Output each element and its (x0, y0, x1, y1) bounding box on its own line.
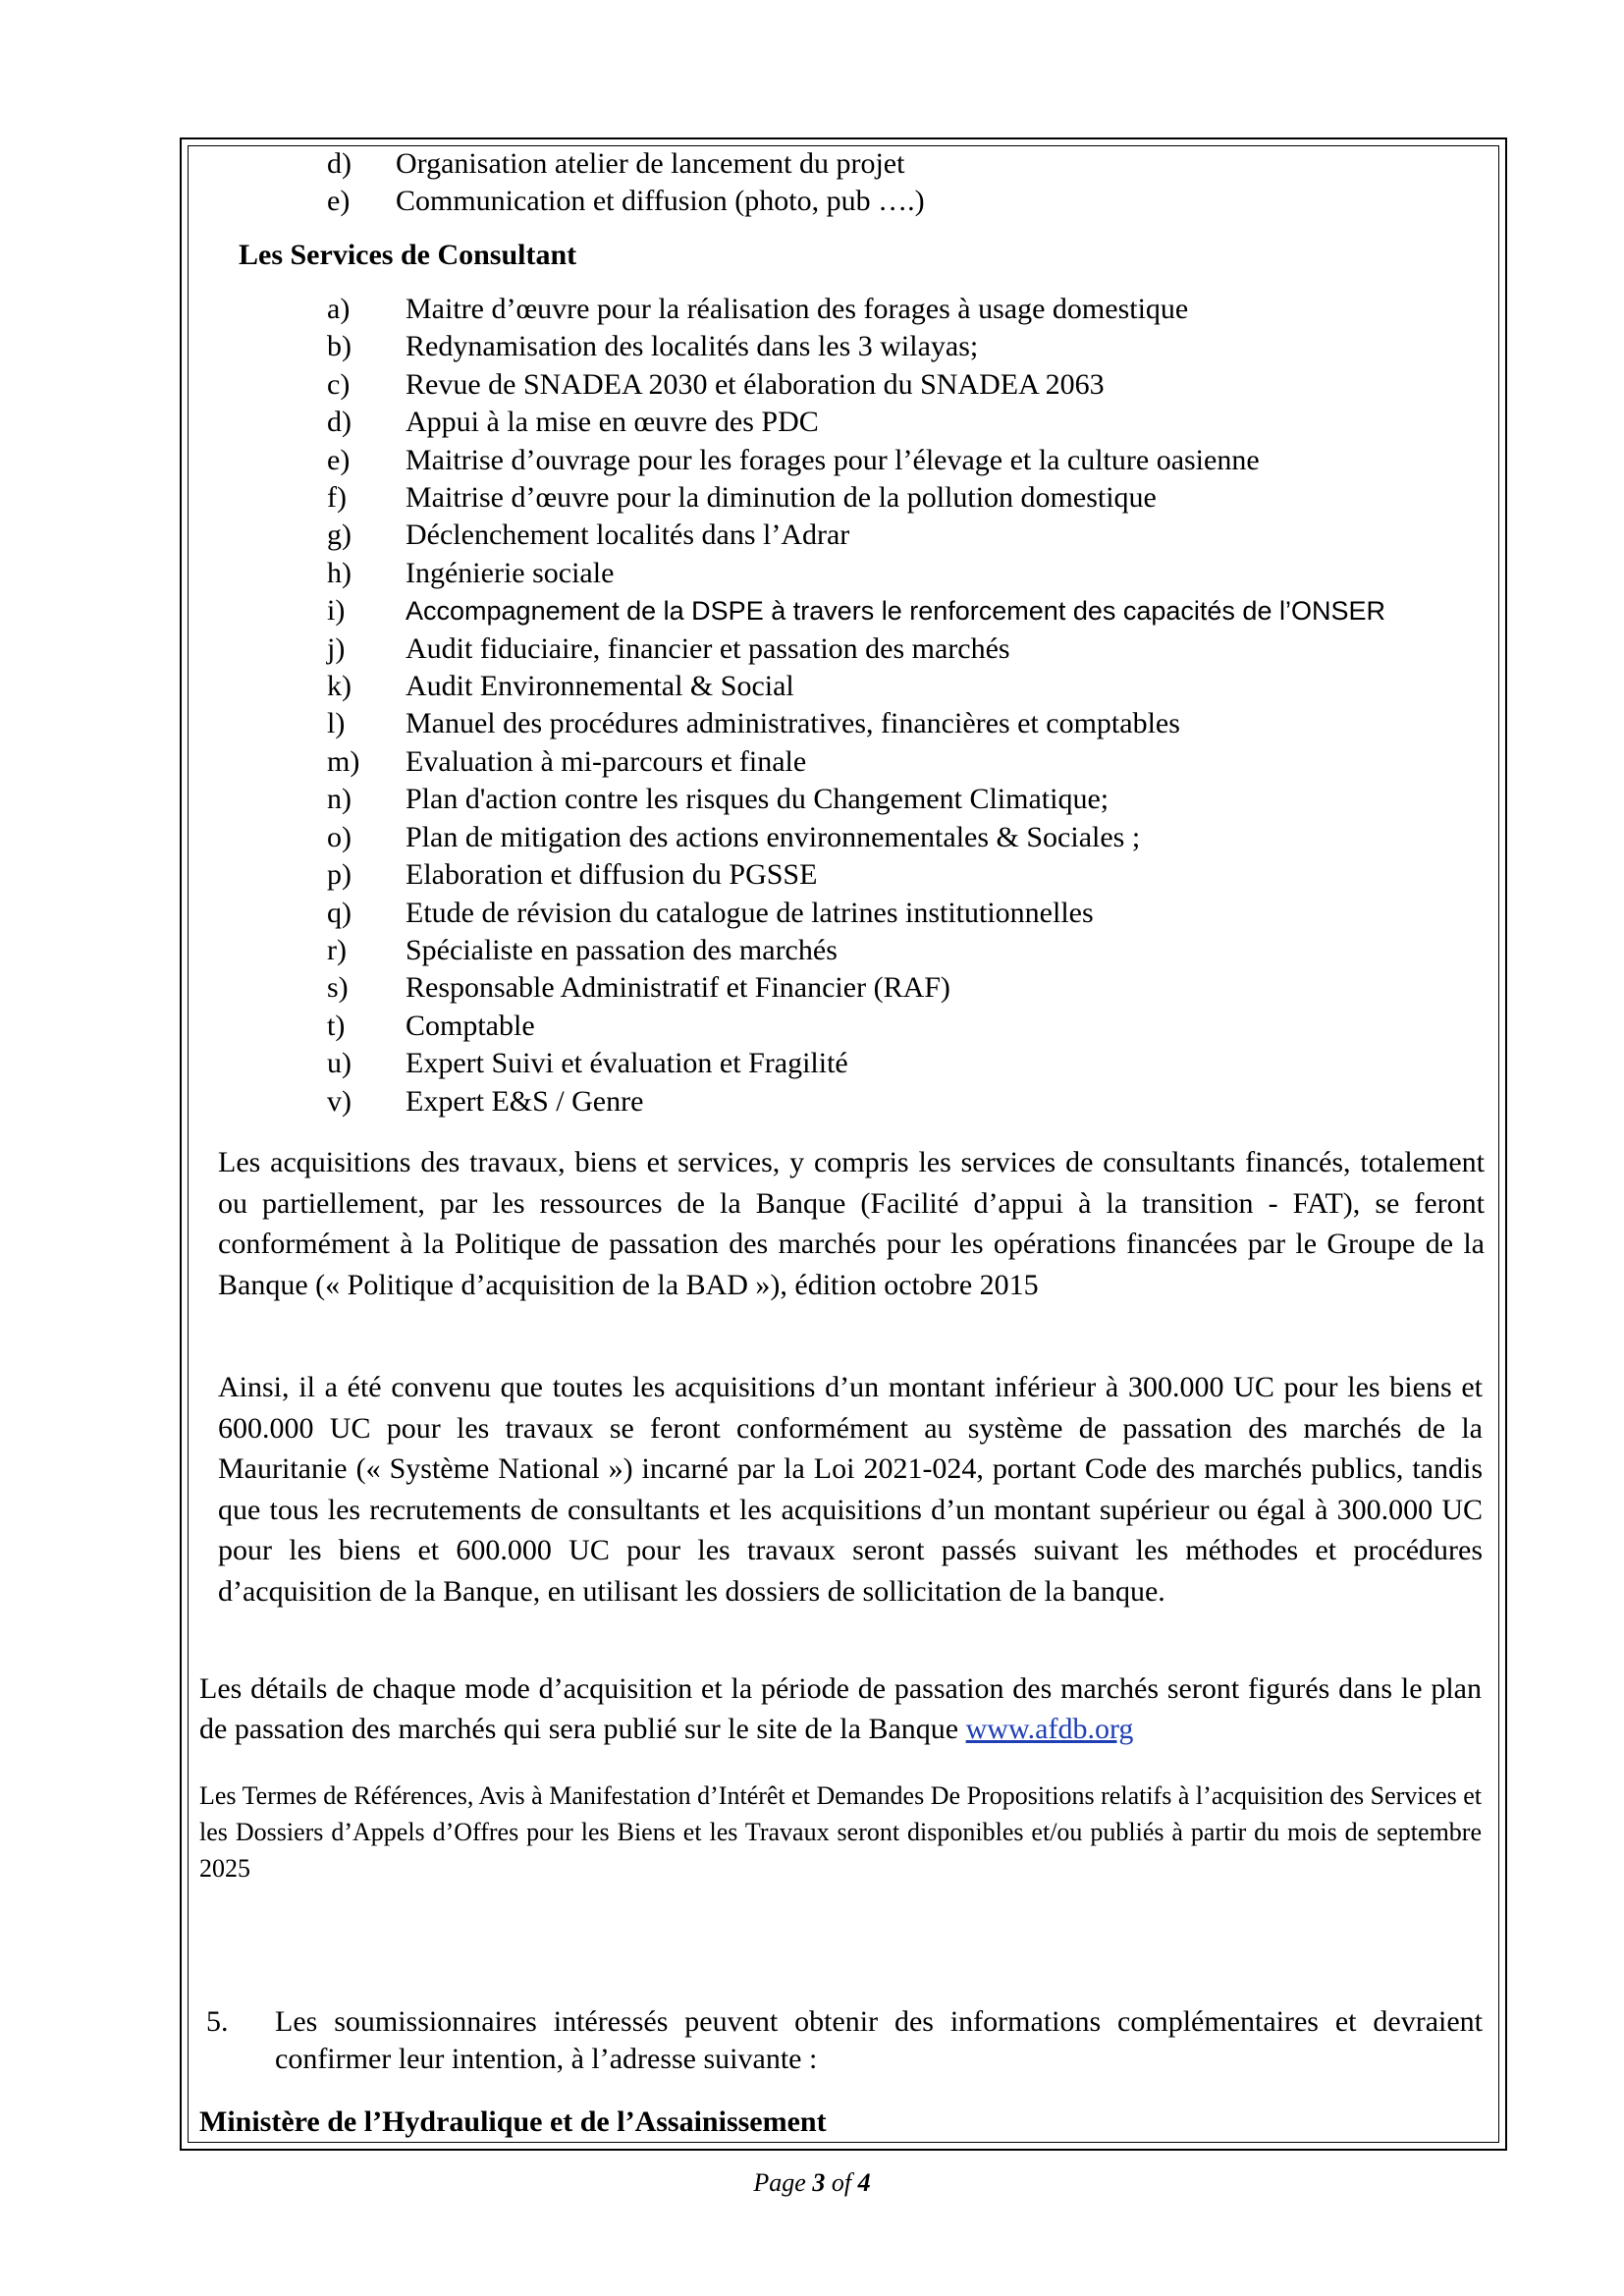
consultant-service-list (327, 291, 1385, 1121)
list-text: Evaluation à mi-parcours et finale (406, 744, 807, 778)
list-text: Appui à la mise en œuvre des PDC (406, 406, 819, 439)
paragraph-termes: Les Termes de Références, Avis à Manifestation d’Intérêt et Demandes De Propositions relatifs à l’acquisition des Services et les Dossiers d’Appels d’Offres pour les Biens et les Travaux seront disponibles et/ou publiés à partir du mois de septembre 2025 (199, 1781, 1482, 1883)
item-number: 5. (206, 2005, 229, 2038)
paragraph-details-text: Les détails de chaque mode d’acquisition et la période de passation des marchés seront figurés dans le plan de passation des marchés qui sera publié sur le site de la Banque (199, 1672, 1482, 1745)
list-item (327, 328, 1385, 365)
list-item (327, 366, 1385, 404)
page-word: Page (753, 2168, 806, 2197)
list-item (327, 1045, 1385, 1082)
list-item (327, 517, 1385, 554)
list-item (327, 743, 1385, 781)
paragraph-ainsi: Ainsi, il a été convenu que toutes les acquisitions d’un montant inférieur à 300.000 UC pour les biens et 600.000 UC pour les travaux se feront conformément au système de passation des marchés de la Mauritanie (« Système National ») incarné par la Loi 2021-024, portant Code des marchés publics, tandis que tous les recrutements de consultants et les acquisitions d’un montant supérieur ou égal à 300.000 UC pour les biens et 600.000 UC pour les travaux seront passés suivant les méthodes et procédures d’acquisition de la Banque, en utilisant les dossiers de sollicitation de la banque. (218, 1371, 1483, 1608)
list-item (327, 479, 1385, 517)
list-marker: s) (327, 971, 349, 1005)
list-item (327, 668, 1385, 705)
list-text: Déclenchement localités dans l’Adrar (406, 519, 850, 552)
page-total: 4 (857, 2168, 871, 2197)
list-item (327, 592, 1385, 629)
page-footer (0, 2168, 1624, 2198)
list-marker: k) (327, 670, 352, 703)
list-item (327, 555, 1385, 592)
list-item (327, 1083, 1385, 1121)
list-marker: o) (327, 820, 352, 853)
list-item (327, 291, 1385, 328)
list-item (327, 1008, 1385, 1045)
list-marker: t) (327, 1009, 346, 1042)
list-item: d) Organisation atelier de lancement du projet (327, 147, 905, 180)
list-item (327, 895, 1385, 932)
ministry-name: Ministère de l’Hydraulique et de l’Assainissement (199, 2105, 827, 2138)
list-marker: i) (327, 594, 346, 628)
list-text: Elaboration et diffusion du PGSSE (406, 858, 818, 892)
list-item (327, 442, 1385, 479)
list-item (327, 404, 1385, 441)
list-marker: g) (327, 519, 352, 552)
list-text: Responsable Administratif et Financier (RAF) (406, 971, 950, 1005)
list-text: Accompagnement de la DSPE à travers le renforcement des capacités de l’ONSER (406, 596, 1385, 627)
item-text: Les soumissionnaires intéressés peuvent obtenir des informations complémentaires et devraient confirmer leur intention, à l’adresse suivante : (275, 2005, 1483, 2075)
list-text: Audit Environnemental & Social (406, 670, 794, 703)
list-marker: p) (327, 858, 352, 892)
page-current: 3 (812, 2168, 826, 2197)
list-marker: d) (327, 406, 352, 439)
list-text: Expert E&S / Genre (406, 1084, 644, 1118)
top-item-list (327, 145, 925, 221)
list-text: Expert Suivi et évaluation et Fragilité (406, 1047, 848, 1080)
list-item (327, 781, 1385, 818)
list-marker: n) (327, 783, 352, 816)
list-text: Maitre d’œuvre pour la réalisation des forages à usage domestique (406, 293, 1189, 325)
list-marker: h) (327, 556, 352, 589)
list-text: Maitrise d’ouvrage pour les forages pour l’élevage et la culture oasienne (406, 443, 1260, 476)
list-item (327, 705, 1385, 742)
list-marker: e) (327, 443, 351, 476)
numbered-item-5 (206, 2003, 1483, 2078)
afdb-link[interactable]: www.afdb.org (965, 1713, 1134, 1745)
list-item (327, 819, 1385, 856)
list-marker: l) (327, 707, 346, 740)
list-item (327, 856, 1385, 894)
list-marker: f) (327, 481, 347, 515)
paragraph-acquisitions: Les acquisitions des travaux, biens et services, y compris les services de consultants financés, totalement ou partiellement, par les ressources de la Banque (Facilité d’appui à la transition - FAT), se feront conformément à la Politique de passation des marchés pour les opérations financées par le Groupe de la Banque (« Politique d’acquisition de la BAD »), édition octobre 2015 (218, 1146, 1485, 1301)
list-marker: j) (327, 631, 346, 665)
list-text: Ingénierie sociale (406, 556, 615, 589)
list-text: Comptable (406, 1009, 535, 1042)
list-marker: a) (327, 293, 351, 325)
list-text: Etude de révision du catalogue de latrines institutionnelles (406, 896, 1094, 929)
list-item (327, 630, 1385, 668)
list-marker: u) (327, 1047, 352, 1080)
of-word: of (831, 2168, 852, 2197)
list-text: Revue de SNADEA 2030 et élaboration du SNADEA 2063 (406, 367, 1105, 401)
list-marker: v) (327, 1084, 352, 1118)
list-text: Manuel des procédures administratives, financières et comptables (406, 707, 1180, 740)
list-marker: q) (327, 896, 352, 929)
list-marker: m) (327, 744, 360, 778)
list-text: Maitrise d’œuvre pour la diminution de la pollution domestique (406, 481, 1157, 515)
list-text: Redynamisation des localités dans les 3 wilayas; (406, 330, 979, 363)
list-item (327, 932, 1385, 969)
list-marker: c) (327, 367, 351, 401)
list-marker: r) (327, 933, 347, 966)
list-text: Audit fiduciaire, financier et passation des marchés (406, 631, 1010, 665)
list-text: Plan de mitigation des actions environnementales & Sociales ; (406, 820, 1141, 853)
list-item: e) Communication et diffusion (photo, pub ….) (327, 185, 925, 218)
list-text: Spécialiste en passation des marchés (406, 933, 838, 966)
list-item (327, 969, 1385, 1007)
list-marker: b) (327, 330, 352, 363)
list-text: Plan d'action contre les risques du Changement Climatique; (406, 783, 1110, 816)
section-title-consultant: Les Services de Consultant (239, 239, 577, 271)
paragraph-details (199, 1668, 1482, 1749)
